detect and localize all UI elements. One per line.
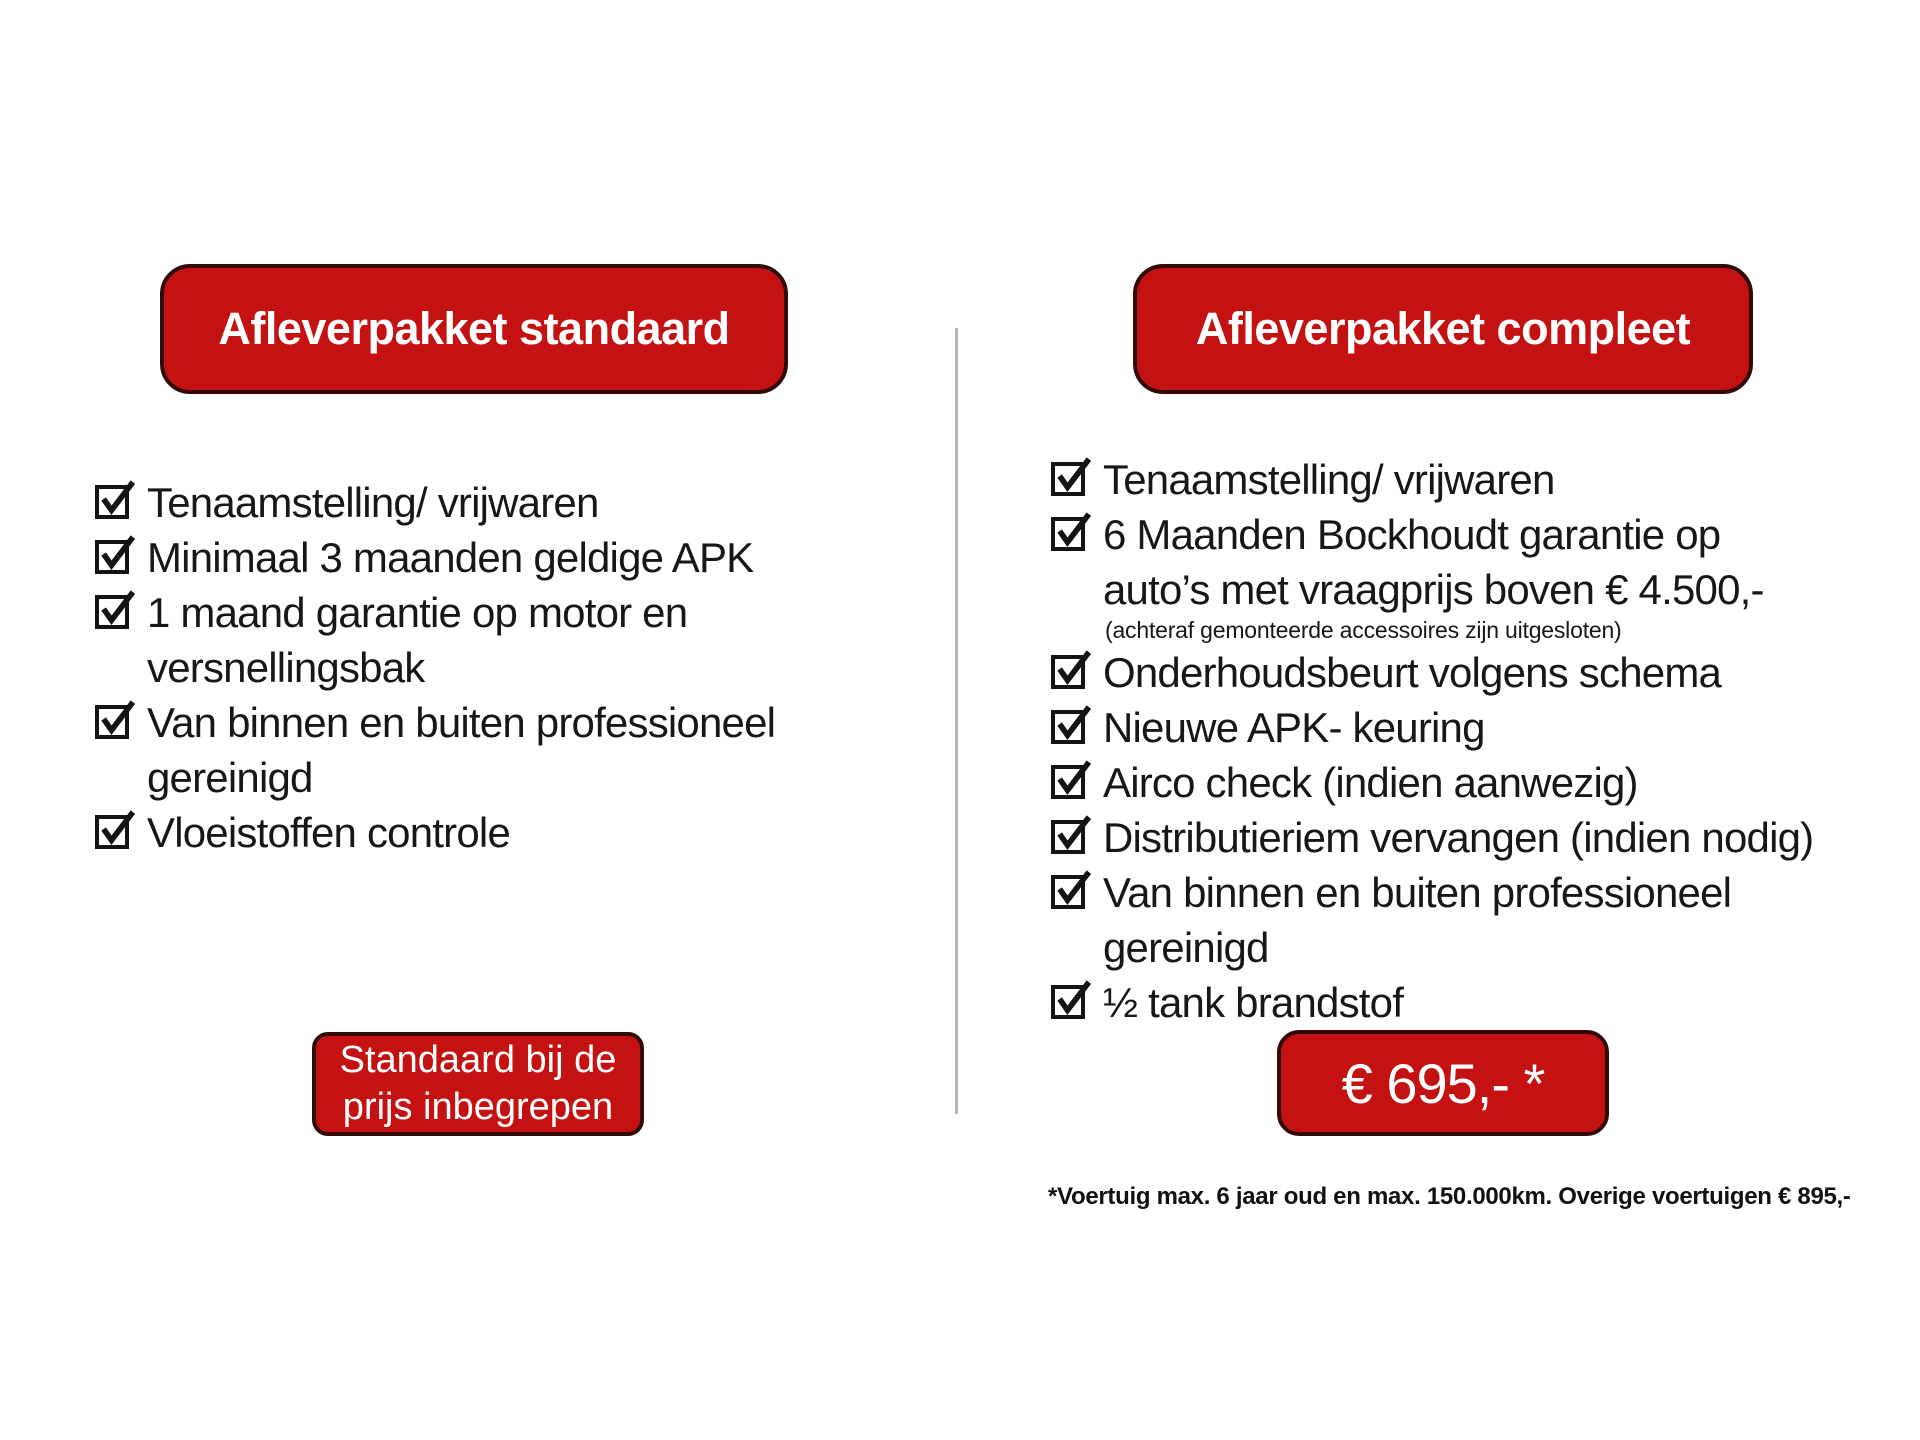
checklist-item-text: Airco check (indien aanwezig) <box>1103 759 1638 806</box>
checkbox-checked-icon <box>95 815 129 849</box>
checklist-item-text: gereinigd <box>1103 924 1269 971</box>
checklist-item-text: versnellingsbak <box>147 644 425 691</box>
included-in-price-line: prijs inbegrepen <box>342 1086 614 1128</box>
checklist-item-text: Minimaal 3 maanden geldige APK <box>147 534 754 581</box>
standard-package-checklist <box>95 475 775 860</box>
checklist-item-text: Van binnen en buiten professioneel <box>147 699 776 746</box>
checklist-item <box>1051 452 1813 507</box>
checklist-item-text: 6 Maanden Bockhoudt garantie op <box>1103 511 1721 558</box>
checkbox-checked-icon <box>1051 655 1085 689</box>
column-divider <box>955 328 958 1114</box>
checklist-item <box>95 695 775 805</box>
complete-package-title: Afleverpakket compleet <box>1195 303 1691 354</box>
price-badge <box>1277 1030 1609 1136</box>
checklist-item <box>95 585 775 695</box>
complete-package-checklist <box>1051 452 1813 1030</box>
checkbox-checked-icon <box>95 540 129 574</box>
price-footnote: *Voertuig max. 6 jaar oud en max. 150.000km. Overige voertuigen € 895,- <box>1048 1183 1851 1210</box>
checkbox-checked-icon <box>1051 985 1085 1019</box>
checkbox-checked-icon <box>1051 517 1085 551</box>
checkbox-checked-icon <box>95 705 129 739</box>
checklist-item <box>1051 755 1813 810</box>
checklist-item-text: Van binnen en buiten professioneel <box>1103 869 1732 916</box>
standard-package-header-badge <box>160 264 788 394</box>
checklist-item <box>95 475 775 530</box>
checkbox-checked-icon <box>1051 875 1085 909</box>
checklist-item <box>95 805 775 860</box>
checklist-item-text: gereinigd <box>147 754 313 801</box>
checklist-item-note: (achteraf gemonteerde accessoires zijn uitgesloten) <box>1105 617 1622 643</box>
price-text: € 695,- * <box>1341 1051 1545 1115</box>
checklist-item-text: Tenaamstelling/ vrijwaren <box>147 479 599 526</box>
checklist-item-text: ½ tank brandstof <box>1103 979 1404 1026</box>
checklist-item <box>1051 810 1813 865</box>
checkbox-checked-icon <box>95 485 129 519</box>
checkbox-checked-icon <box>1051 710 1085 744</box>
checklist-item-text: 1 maand garantie op motor en <box>147 589 688 636</box>
checklist-item-text: Tenaamstelling/ vrijwaren <box>1103 456 1555 503</box>
checklist-item <box>1051 865 1813 975</box>
standard-package-title: Afleverpakket standaard <box>218 303 730 354</box>
included-in-price-badge <box>312 1032 644 1136</box>
checkbox-checked-icon <box>1051 820 1085 854</box>
checklist-item <box>1051 700 1813 755</box>
checklist-item-text: Vloeistoffen controle <box>147 809 511 856</box>
checklist-item <box>1051 975 1813 1030</box>
checklist-item <box>1051 645 1813 700</box>
checklist-item-text: auto’s met vraagprijs boven € 4.500,- <box>1103 566 1764 613</box>
checklist-item <box>1051 507 1813 645</box>
included-in-price-line: Standaard bij de <box>339 1039 617 1081</box>
checklist-item-text: Distributieriem vervangen (indien nodig) <box>1103 814 1814 861</box>
checkbox-checked-icon <box>95 595 129 629</box>
checklist-item-text: Onderhoudsbeurt volgens schema <box>1103 649 1722 696</box>
checkbox-checked-icon <box>1051 765 1085 799</box>
checklist-item <box>95 530 775 585</box>
complete-package-header-badge <box>1133 264 1753 394</box>
checklist-item-text: Nieuwe APK- keuring <box>1103 704 1485 751</box>
checkbox-checked-icon <box>1051 462 1085 496</box>
